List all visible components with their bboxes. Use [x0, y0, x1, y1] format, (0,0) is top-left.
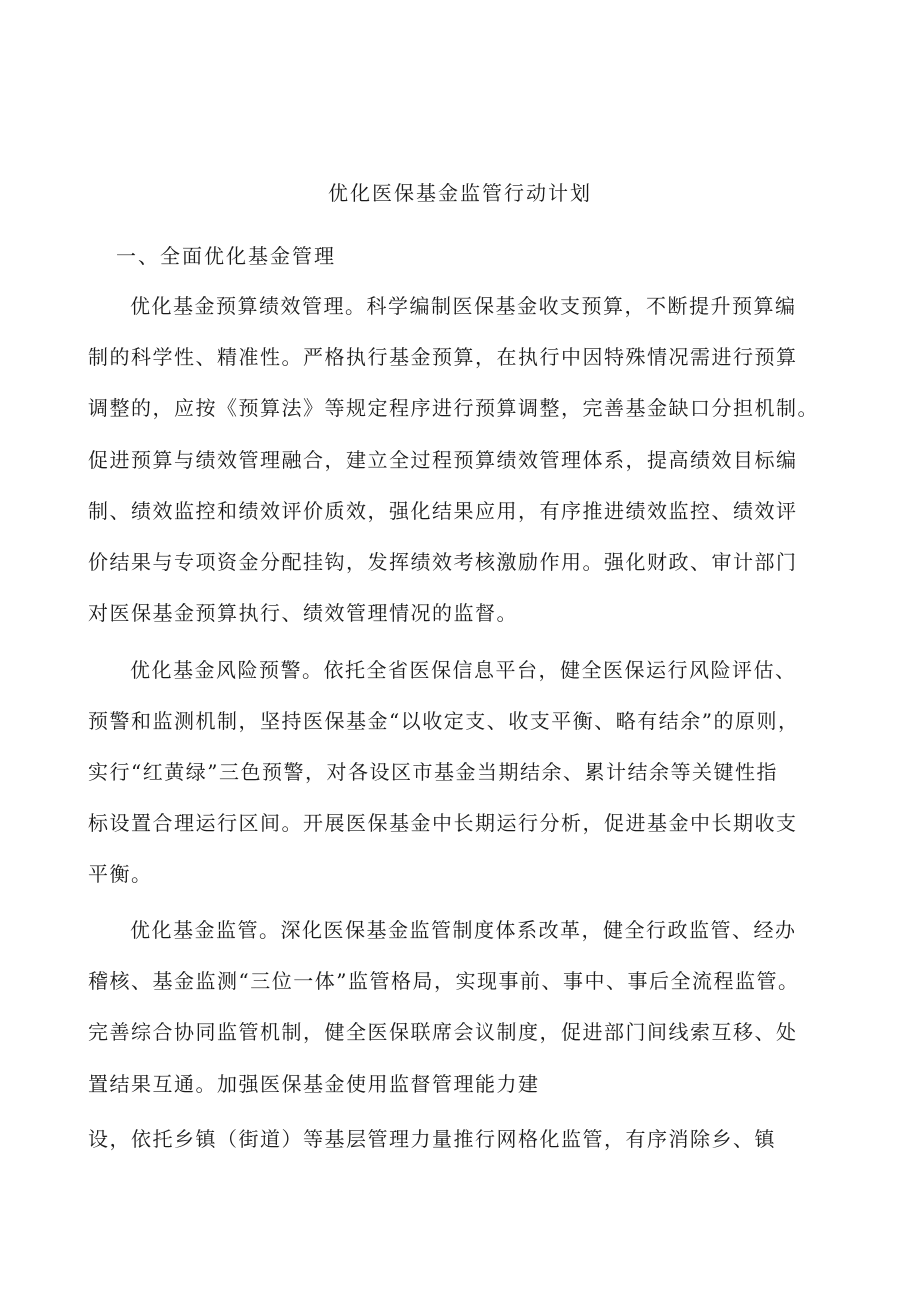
paragraph-line: 制、绩效监控和绩效评价质效，强化结果应用，有序推进绩效监控、绩效评 — [88, 499, 798, 523]
document-title: 优化医保基金监管行动计划 — [328, 181, 592, 205]
paragraph-line: 优化基金监管。深化医保基金监管制度体系改革，健全行政监管、经办 — [130, 918, 797, 942]
paragraph-line: 优化基金预算绩效管理。科学编制医保基金收支预算，不断提升预算编 — [130, 294, 797, 318]
paragraph-line: 置结果互通。加强医保基金使用监督管理能力建 — [88, 1072, 540, 1096]
section-heading: 一、全面优化基金管理 — [116, 244, 336, 268]
paragraph-line: 调整的，应按《预算法》等规定程序进行预算调整，完善基金缺口分担机制。 — [88, 396, 819, 420]
paragraph-line: 稽核、基金监测“三位一体”监管格局，实现事前、事中、事后全流程监管。 — [88, 969, 800, 993]
paragraph-line: 价结果与专项资金分配挂钩，发挥绩效考核激励作用。强化财政、审计部门 — [88, 550, 798, 574]
paragraph-line: 制的科学性、精准性。严格执行基金预算，在执行中因特殊情况需进行预算 — [88, 345, 798, 369]
paragraph-line: 促进预算与绩效管理融合，建立全过程预算绩效管理体系，提高绩效目标编 — [88, 448, 798, 472]
paragraph-line: 标设置合理运行区间。开展医保基金中长期运行分析，促进基金中长期收支 — [88, 811, 798, 835]
paragraph-line: 平衡。 — [88, 862, 153, 886]
paragraph-line: 设，依托乡镇（街道）等基层管理力量推行网格化监管，有序消除乡、镇 — [88, 1127, 776, 1151]
paragraph-line: 优化基金风险预警。依托全省医保信息平台，健全医保运行风险评估、 — [130, 658, 797, 682]
paragraph-line: 实行“红黄绿”三色预警，对各设区市基金当期结余、累计结余等关键性指 — [88, 760, 778, 784]
paragraph-line: 预警和监测机制，坚持医保基金“以收定支、收支平衡、略有结余”的原则， — [88, 709, 800, 733]
paragraph-line: 完善综合协同监管机制，健全医保联席会议制度，促进部门间线索互移、处 — [88, 1020, 798, 1044]
paragraph-line: 对医保基金预算执行、绩效管理情况的监督。 — [88, 601, 518, 625]
